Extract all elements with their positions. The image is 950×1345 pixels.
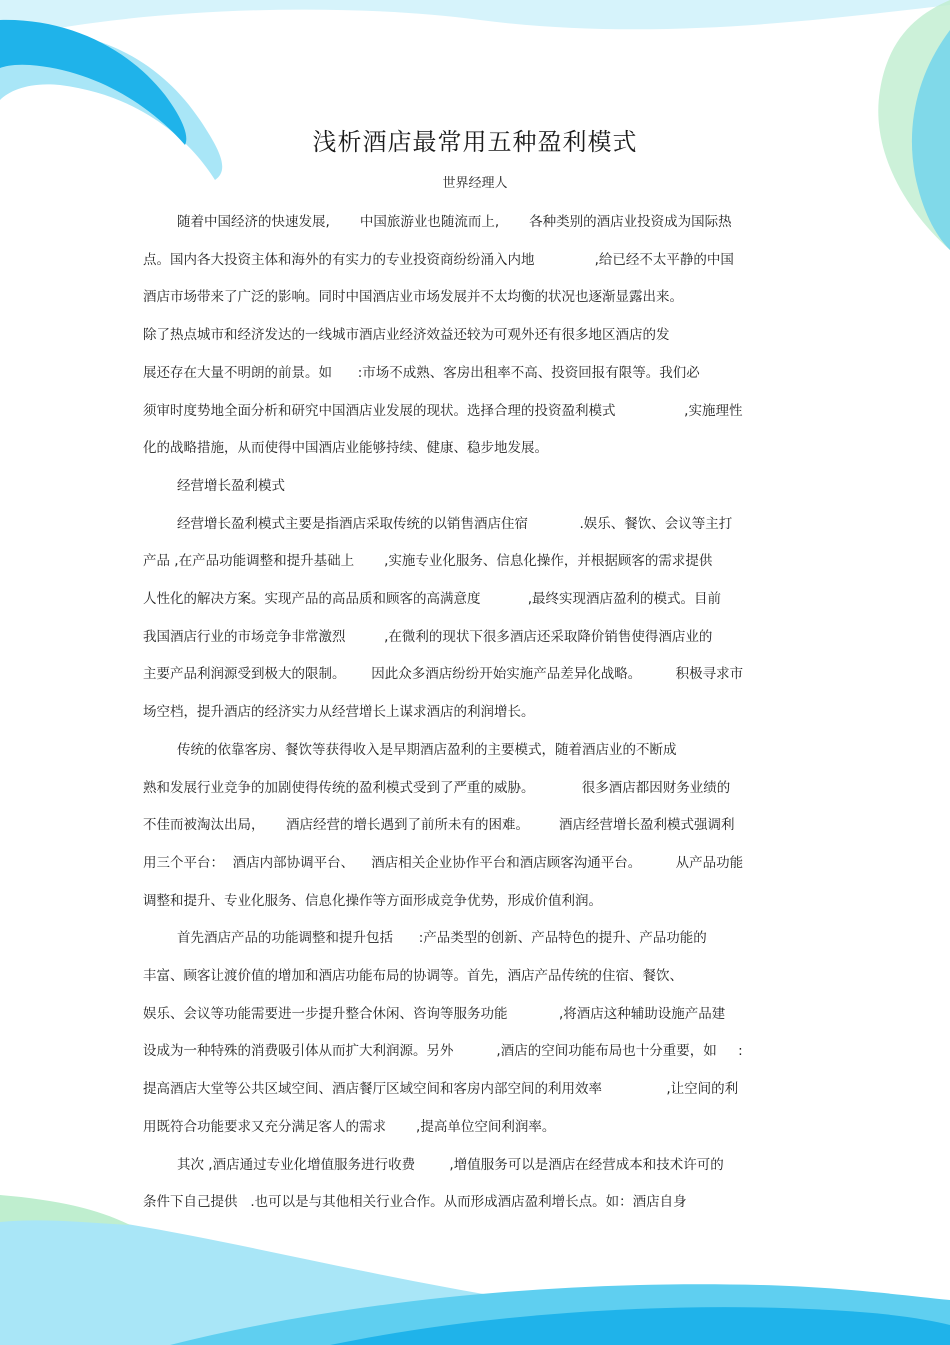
- body-text-line: 调整和提升、专业化服务、信息化操作等方面形成竞争优势，形成价值利润。: [143, 892, 602, 909]
- body-text-line: 点。国内各大投资主体和海外的有实力的专业投资商纷纷涌入内地 ,给已经不太平静的中国: [143, 251, 734, 268]
- body-text-line: 其次 ,酒店通过专业化增值服务进行收费 ,增值服务可以是酒店在经营成本和技术许可的: [177, 1156, 724, 1173]
- body-text-line: 首先酒店产品的功能调整和提升包括 :产品类型的创新、产品特色的提升、产品功能的: [177, 930, 707, 947]
- body-text-line: 经营增长盈利模式主要是指酒店采取传统的以销售酒店住宿 .娱乐、餐饮、会议等主打: [177, 515, 733, 532]
- body-text-line: 经营增长盈利模式: [177, 477, 285, 494]
- body-text-line: 传统的依靠客房、餐饮等获得收入是早期酒店盈利的主要模式，随着酒店业的不断成: [177, 741, 677, 758]
- body-text-line: 人性化的解决方案。实现产品的高品质和顾客的高满意度 ,最终实现酒店盈利的模式。目前: [143, 591, 721, 607]
- body-text-line: 用三个平台： 酒店内部协调平台、 酒店相关企业协作平台和酒店顾客沟通平台。 从产品功能: [143, 854, 744, 871]
- body-text-line: 产品 ,在产品功能调整和提升基础上 ,实施专业化服务、信息化操作，并根据顾客的需求提供: [143, 553, 713, 570]
- body-text-line: 熟和发展行业竞争的加剧使得传统的盈利模式受到了严重的威胁。 很多酒店都因财务业绩的: [143, 779, 731, 796]
- body-text-line: 设成为一种特殊的消费吸引体从而扩大利润源。另外 ,酒店的空间功能布局也十分重要，如 :: [143, 1043, 743, 1060]
- body-text-line: 化的战略措施，从而使得中国酒店业能够持续、健康、稳步地发展。: [143, 440, 548, 457]
- body-text-line: 我国酒店行业的市场竞争非常激烈 ,在微利的现状下很多酒店还采取降价销售使得酒店业的: [143, 628, 713, 645]
- body-text-line: 娱乐、会议等功能需要进一步提升整合休闲、咨询等服务功能 ,将酒店这种辅助设施产品建: [143, 1005, 726, 1022]
- body-text-line: 条件下自己提供 .也可以是与其他相关行业合作。从而形成酒店盈利增长点。如：酒店自身: [143, 1194, 687, 1211]
- body-text-line: 场空档，提升酒店的经济实力从经营增长上谋求酒店的利润增长。: [143, 704, 535, 721]
- body-text-line: 随着中国经济的快速发展, 中国旅游业也随流而上, 各种类别的酒店业投资成为国际热: [177, 214, 732, 230]
- body-text-line: 提高酒店大堂等公共区域空间、酒店餐厅区域空间和客房内部空间的利用效率 ,让空间的利: [143, 1081, 739, 1098]
- body-text-line: 须审时度势地全面分析和研究中国酒店业发展的现状。选择合理的投资盈利模式 ,实施理性: [143, 402, 743, 419]
- document-title: 浅析酒店最常用五种盈利模式: [312, 128, 638, 156]
- body-text-line: 不佳而被淘汰出局， 酒店经营的增长遇到了前所未有的困难。 酒店经营增长盈利模式强调利: [143, 817, 735, 834]
- body-text-line: 丰富、顾客让渡价值的增加和酒店功能布局的协调等。首先，酒店产品传统的住宿、餐饮、: [143, 968, 683, 984]
- body-text-line: 除了热点城市和经济发达的一线城市酒店业经济效益还较为可观外还有很多地区酒店的发: [143, 327, 670, 344]
- document-author: 世界经理人: [442, 176, 508, 191]
- body-text-line: 用既符合功能要求又充分满足客人的需求 ,提高单位空间利润率。: [143, 1118, 556, 1135]
- body-text-line: 酒店市场带来了广泛的影响。同时中国酒店业市场发展并不太均衡的状况也逐渐显露出来。: [143, 289, 683, 306]
- body-text-line: 展还存在大量不明朗的前景。如 :市场不成熟、客房出租率不高、投资回报有限等。我们必: [143, 364, 700, 381]
- body-text-line: 主要产品利润源受到极大的限制。 因此众多酒店纷纷开始实施产品差异化战略。 积极寻求市: [143, 666, 744, 683]
